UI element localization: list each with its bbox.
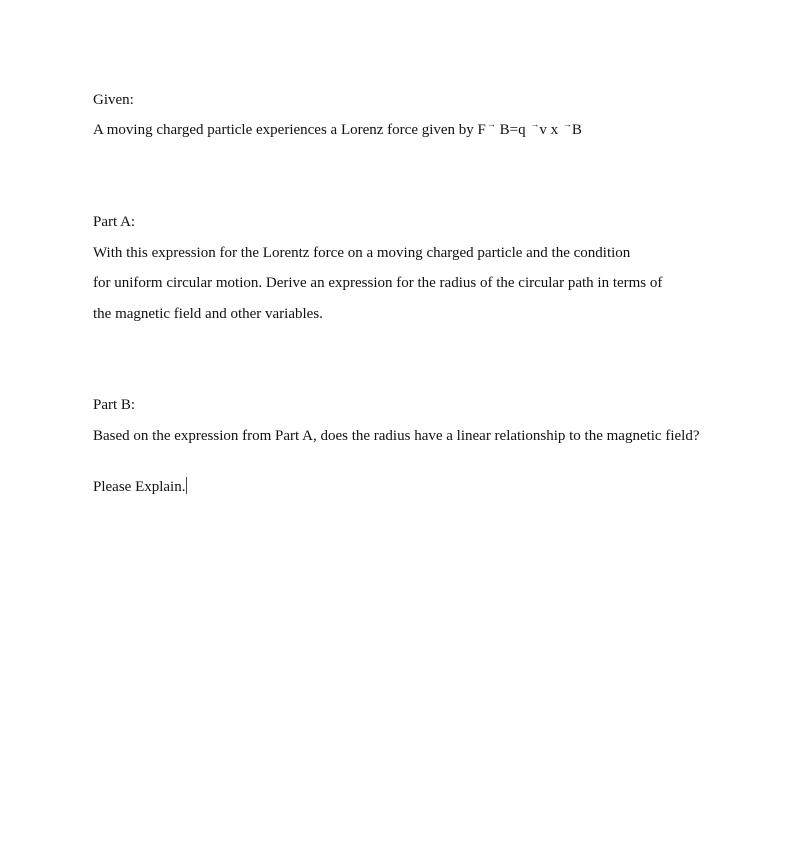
part-a-heading: Part A: (93, 214, 136, 230)
part-b-heading: Part B: (93, 397, 136, 413)
part-a-line-2: for uniform circular motion. Derive an expression for the radius of the circular path in terms of (93, 275, 663, 291)
given-text: A moving charged particle experiences a Lorenz force given by F (93, 122, 486, 138)
equation-v-cross: v x (539, 122, 559, 138)
given-statement (93, 121, 582, 141)
part-b-question: Based on the expression from Part A, does the radius have a linear relationship to the magnetic field? (93, 428, 700, 444)
given-heading: Given: (93, 92, 134, 108)
part-b-explain[interactable] (93, 477, 187, 497)
vector-arrow-icon: → (530, 119, 540, 129)
vector-arrow-icon: → (486, 119, 496, 129)
part-a-line-1: With this expression for the Lorentz force on a moving charged particle and the condition (93, 245, 631, 261)
part-a-line-3: the magnetic field and other variables. (93, 306, 323, 322)
equation-b-eq-q: B=q (499, 122, 526, 138)
part-b-explain-text: Please Explain. (93, 479, 186, 495)
vector-arrow-icon: → (562, 119, 572, 129)
text-cursor-icon (186, 477, 187, 494)
equation-b: B (571, 122, 582, 138)
